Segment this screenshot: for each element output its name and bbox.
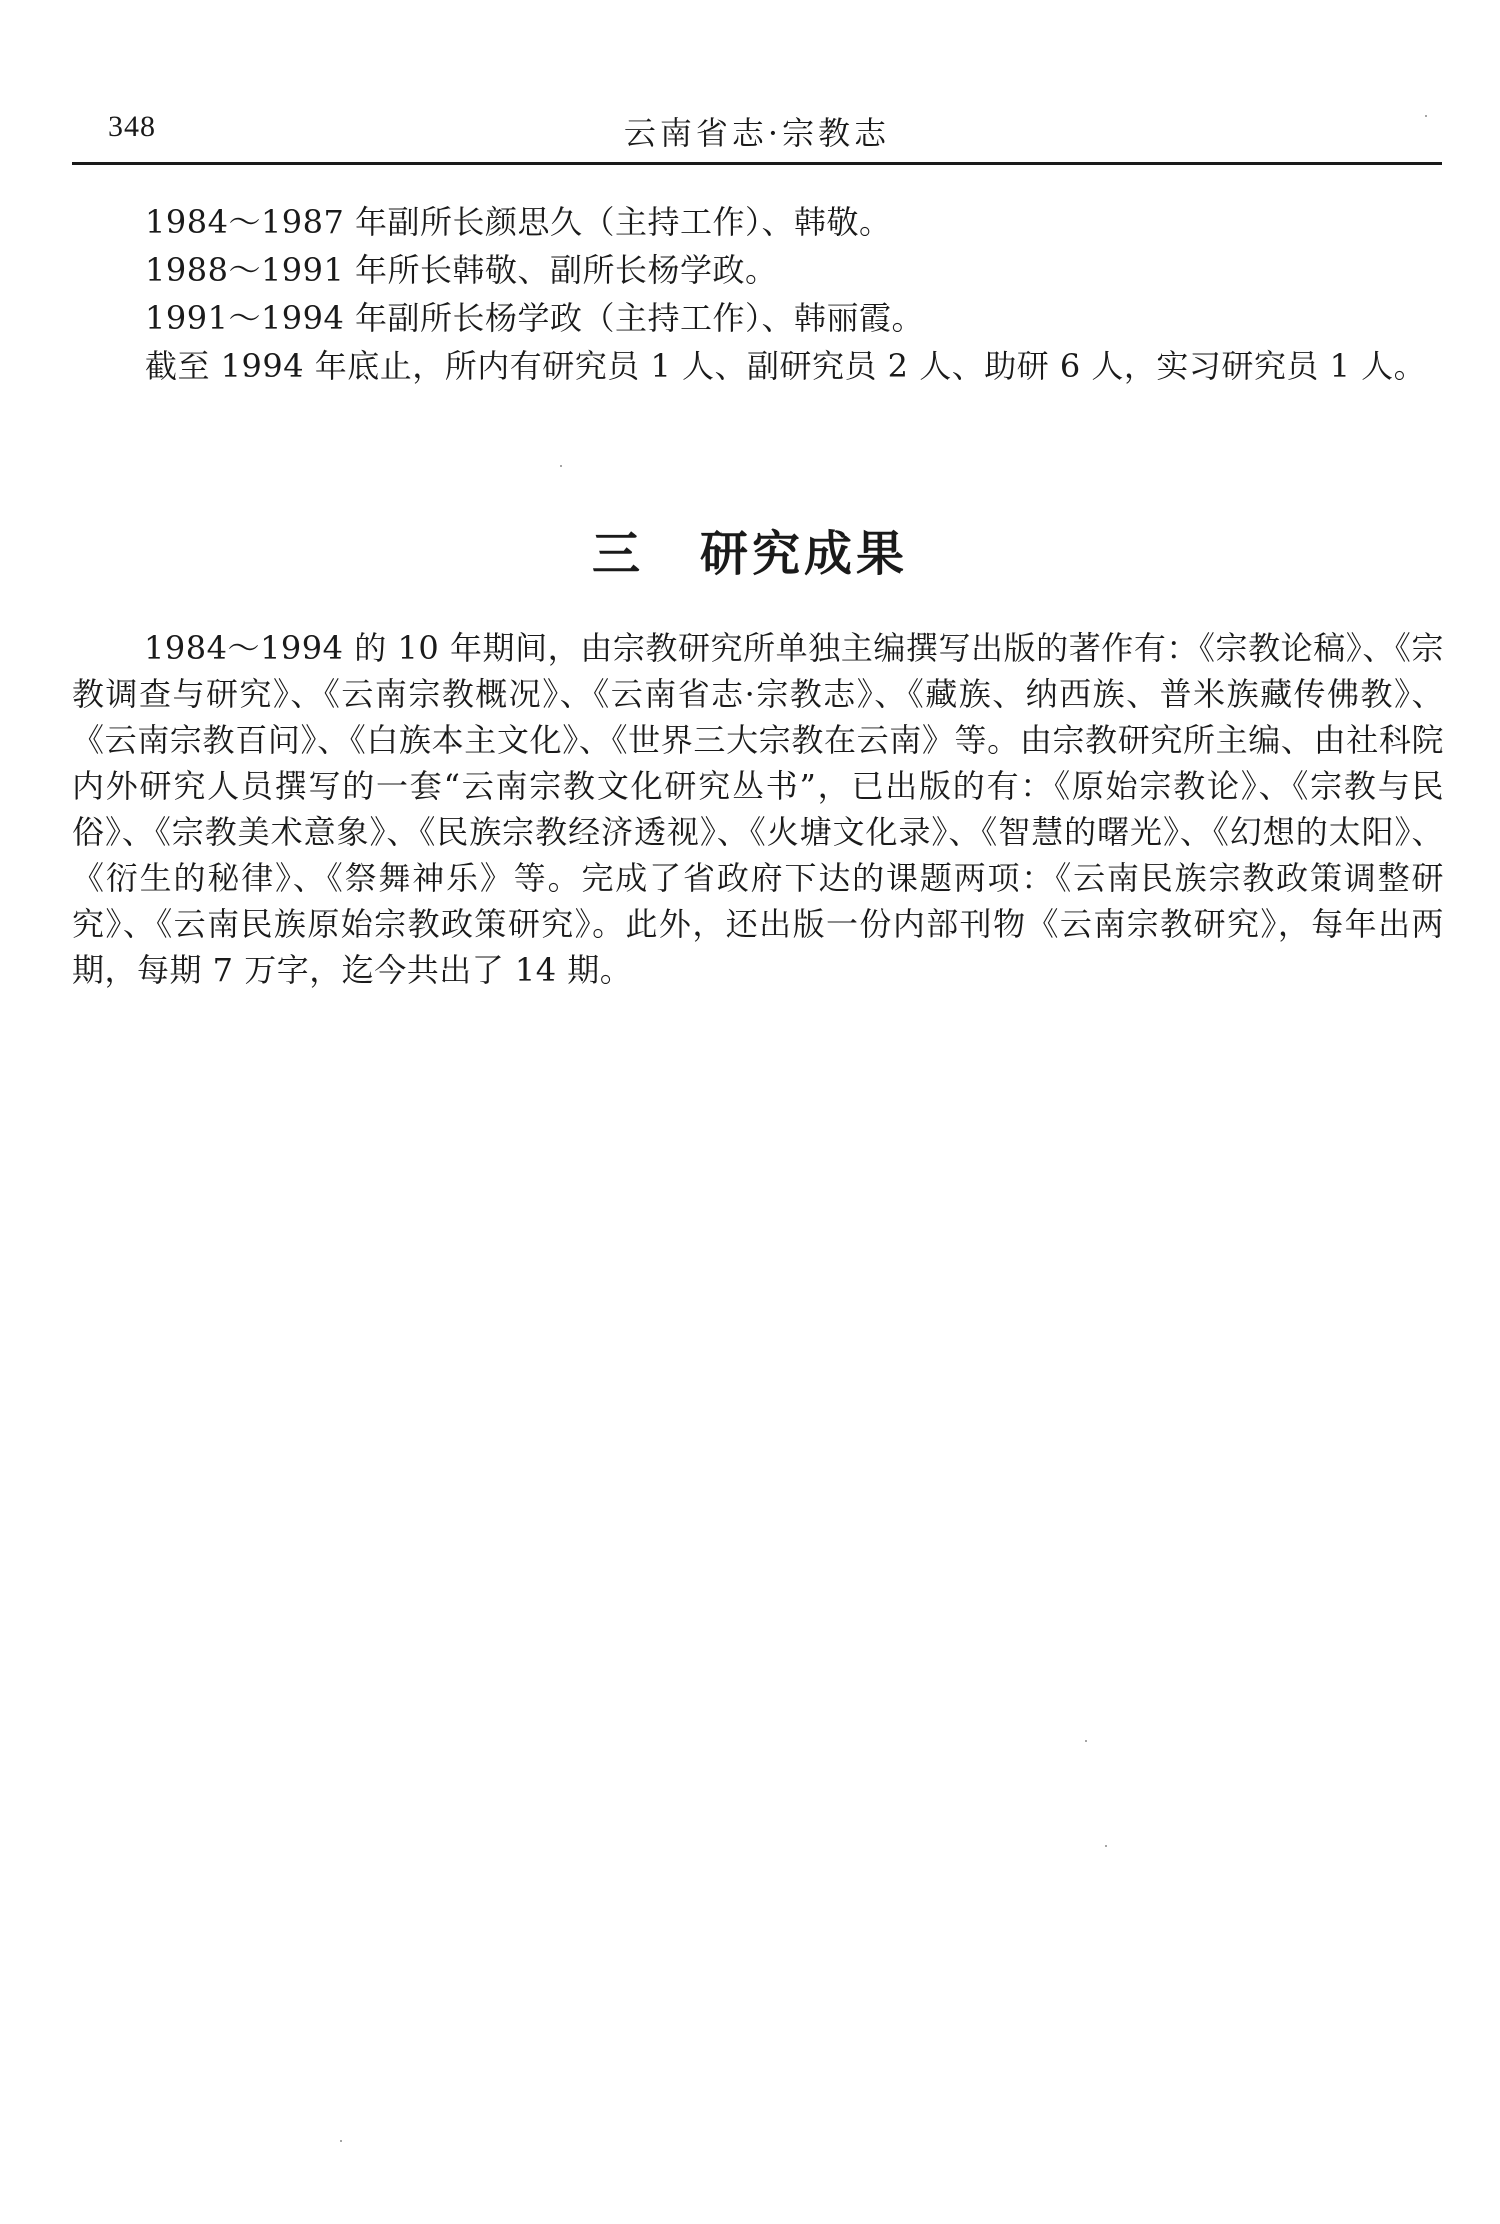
research-results-paragraph: 1984～1994 的 10 年期间，由宗教研究所单独主编撰写出版的著作有：《宗教论稿》、《宗教调查与研究》、《云南宗教概况》、《云南省志·宗教志》、《藏族、纳西族、普米族藏传佛教》、《云南宗教百问》、《白族本主文化》、《世界三大宗教在云南》等。由宗教研究所主编、由社科院内外研究人员撰写的一套“云南宗教文化研究丛书”，已出版的有：《原始宗教论》、《宗教与民俗》、《宗教美术意象》、《民族宗教经济透视》、《火塘文化录》、《智慧的曙光》、《幻想的太阳》、《衍生的秘律》、《祭舞神乐》等。完成了省政府下达的课题两项：《云南民族宗教政策调整研究》、《云南民族原始宗教政策研究》。此外，还出版一份内部刊物《云南宗教研究》，每年出两期，每期 7 万字，迄今共出了 14 期。	[72, 629, 1444, 989]
scan-speck	[1105, 1845, 1107, 1847]
running-header	[72, 100, 1442, 160]
section-number: 三	[591, 526, 644, 582]
staff-history-line: 1988～1991 年所长韩敬、副所长杨学政。	[145, 251, 778, 289]
staff-history-line: 1991～1994 年副所长杨学政（主持工作）、韩丽霞。	[145, 299, 925, 337]
section-title: 研究成果	[700, 526, 909, 582]
section-heading	[0, 515, 1500, 584]
header-rule	[72, 162, 1442, 165]
staff-history-list	[145, 198, 1445, 390]
scan-speck	[1425, 115, 1427, 117]
running-title: 云南省志·宗教志	[623, 114, 891, 152]
scan-speck	[340, 2140, 342, 2142]
staff-count-line: 截至 1994 年底止，所内有研究员 1 人、副研究员 2 人、助研 6 人，实习研究员 1 人。	[145, 347, 1427, 385]
scan-speck	[1085, 1740, 1087, 1742]
scan-speck	[560, 465, 562, 467]
page-number: 348	[108, 110, 156, 143]
staff-history-line: 1984～1987 年副所长颜思久（主持工作）、韩敬。	[145, 203, 892, 241]
